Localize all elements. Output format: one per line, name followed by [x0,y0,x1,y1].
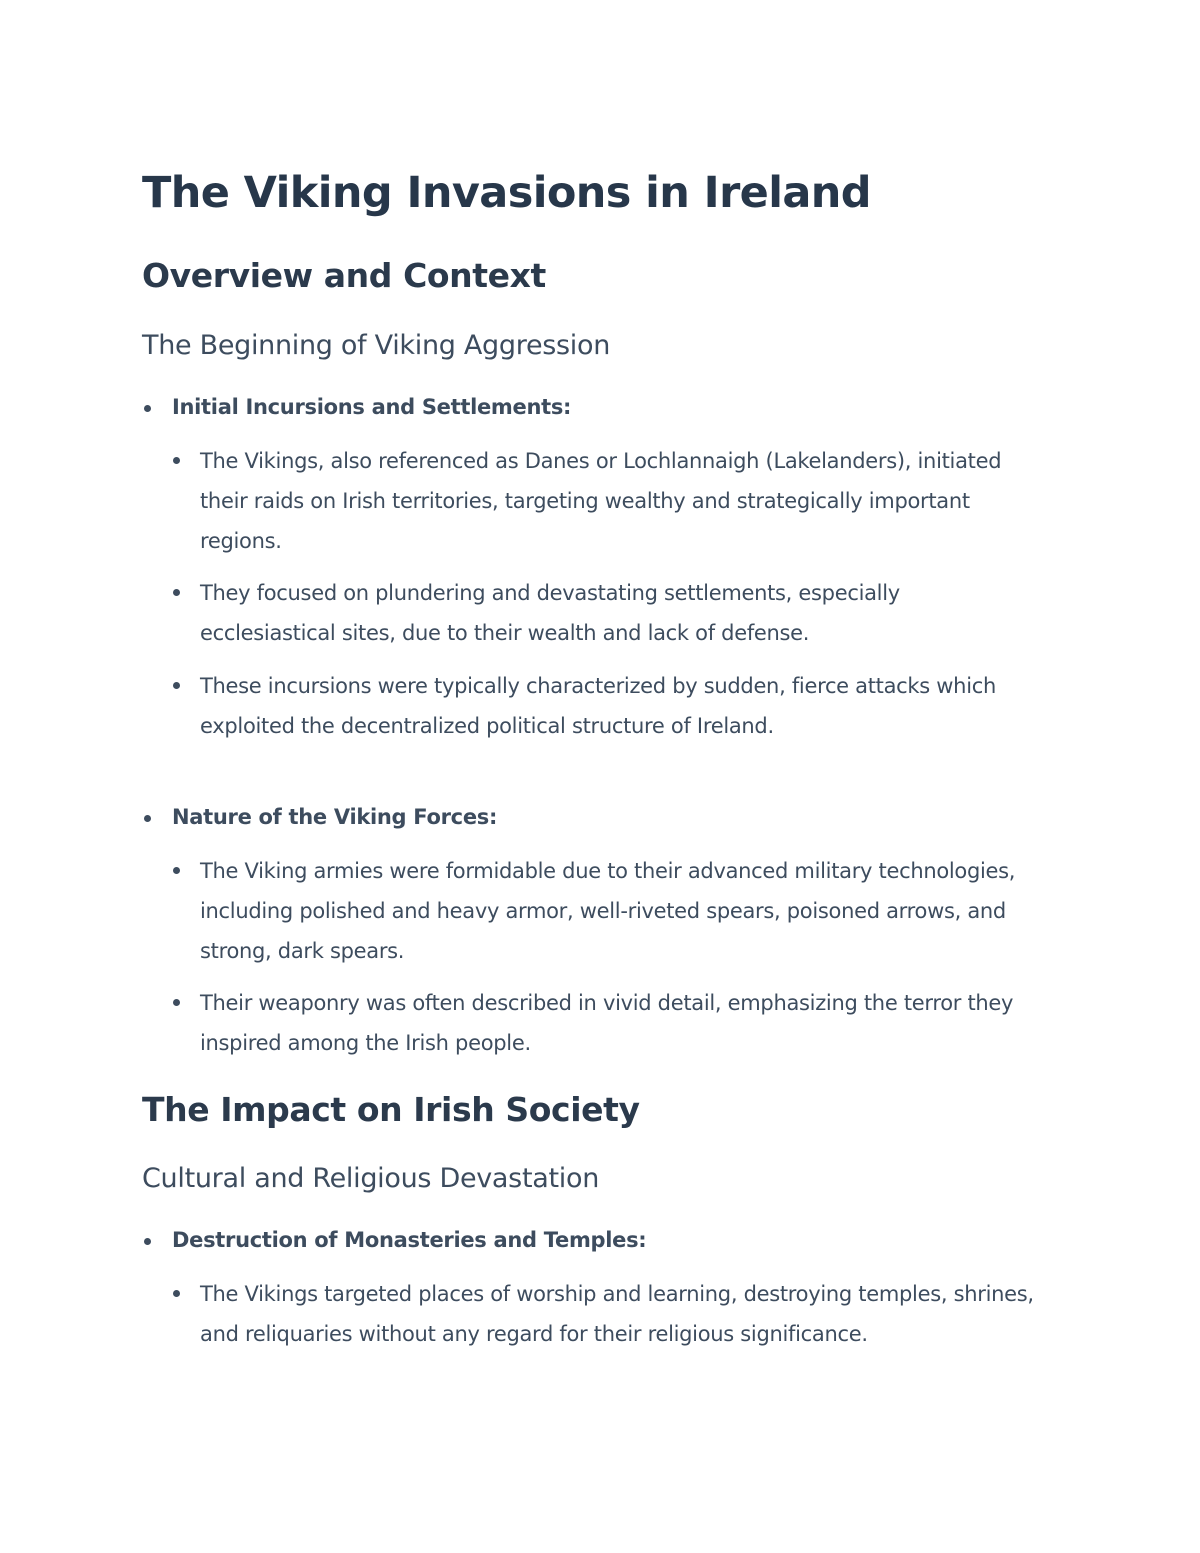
list-item-text: The Viking armies were formidable due to their advanced military technologies, including polished and heavy armor, well-riveted spears, poisoned arrows, and strong, dark spears. [200,859,1016,963]
list-item-text: Their weaponry was often described in vivid detail, emphasizing the terror they inspired among the Irish people. [200,991,1014,1055]
bullet-icon [173,457,180,464]
bullet-icon [173,1290,180,1297]
subsection-heading: The Beginning of Viking Aggression [142,330,611,361]
list-item-text: They focused on plundering and devastating settlements, especially ecclesiastical sites, due to their wealth and lack of defense. [200,581,900,645]
bullet-icon [173,589,180,596]
bullet-icon [173,867,180,874]
document-title: The Viking Invasions in Ireland [142,168,871,218]
list-item-label: Initial Incursions and Settlements: [172,395,572,419]
section-heading: The Impact on Irish Society [142,1090,640,1129]
bullet-icon [144,815,151,822]
bullet-icon [144,1238,151,1245]
list-item-text: The Vikings, also referenced as Danes or Lochlannaigh (Lakelanders), initiated their raids on Irish territories, targeting wealthy and strategically important regions. [200,449,1002,553]
section-heading: Overview and Context [142,256,546,295]
list-item-label: Nature of the Viking Forces: [172,805,498,829]
list-item-label: Destruction of Monasteries and Temples: [172,1228,647,1252]
subsection-heading: Cultural and Religious Devastation [142,1163,600,1194]
bullet-icon [173,682,180,689]
list-item-text: These incursions were typically characterized by sudden, fierce attacks which exploited the decentralized political structure of Ireland. [200,674,996,738]
bullet-icon [173,999,180,1006]
bullet-icon [144,405,151,412]
list-item-text: The Vikings targeted places of worship and learning, destroying temples, shrines, and reliquaries without any regard for their religious significance. [200,1282,1034,1346]
